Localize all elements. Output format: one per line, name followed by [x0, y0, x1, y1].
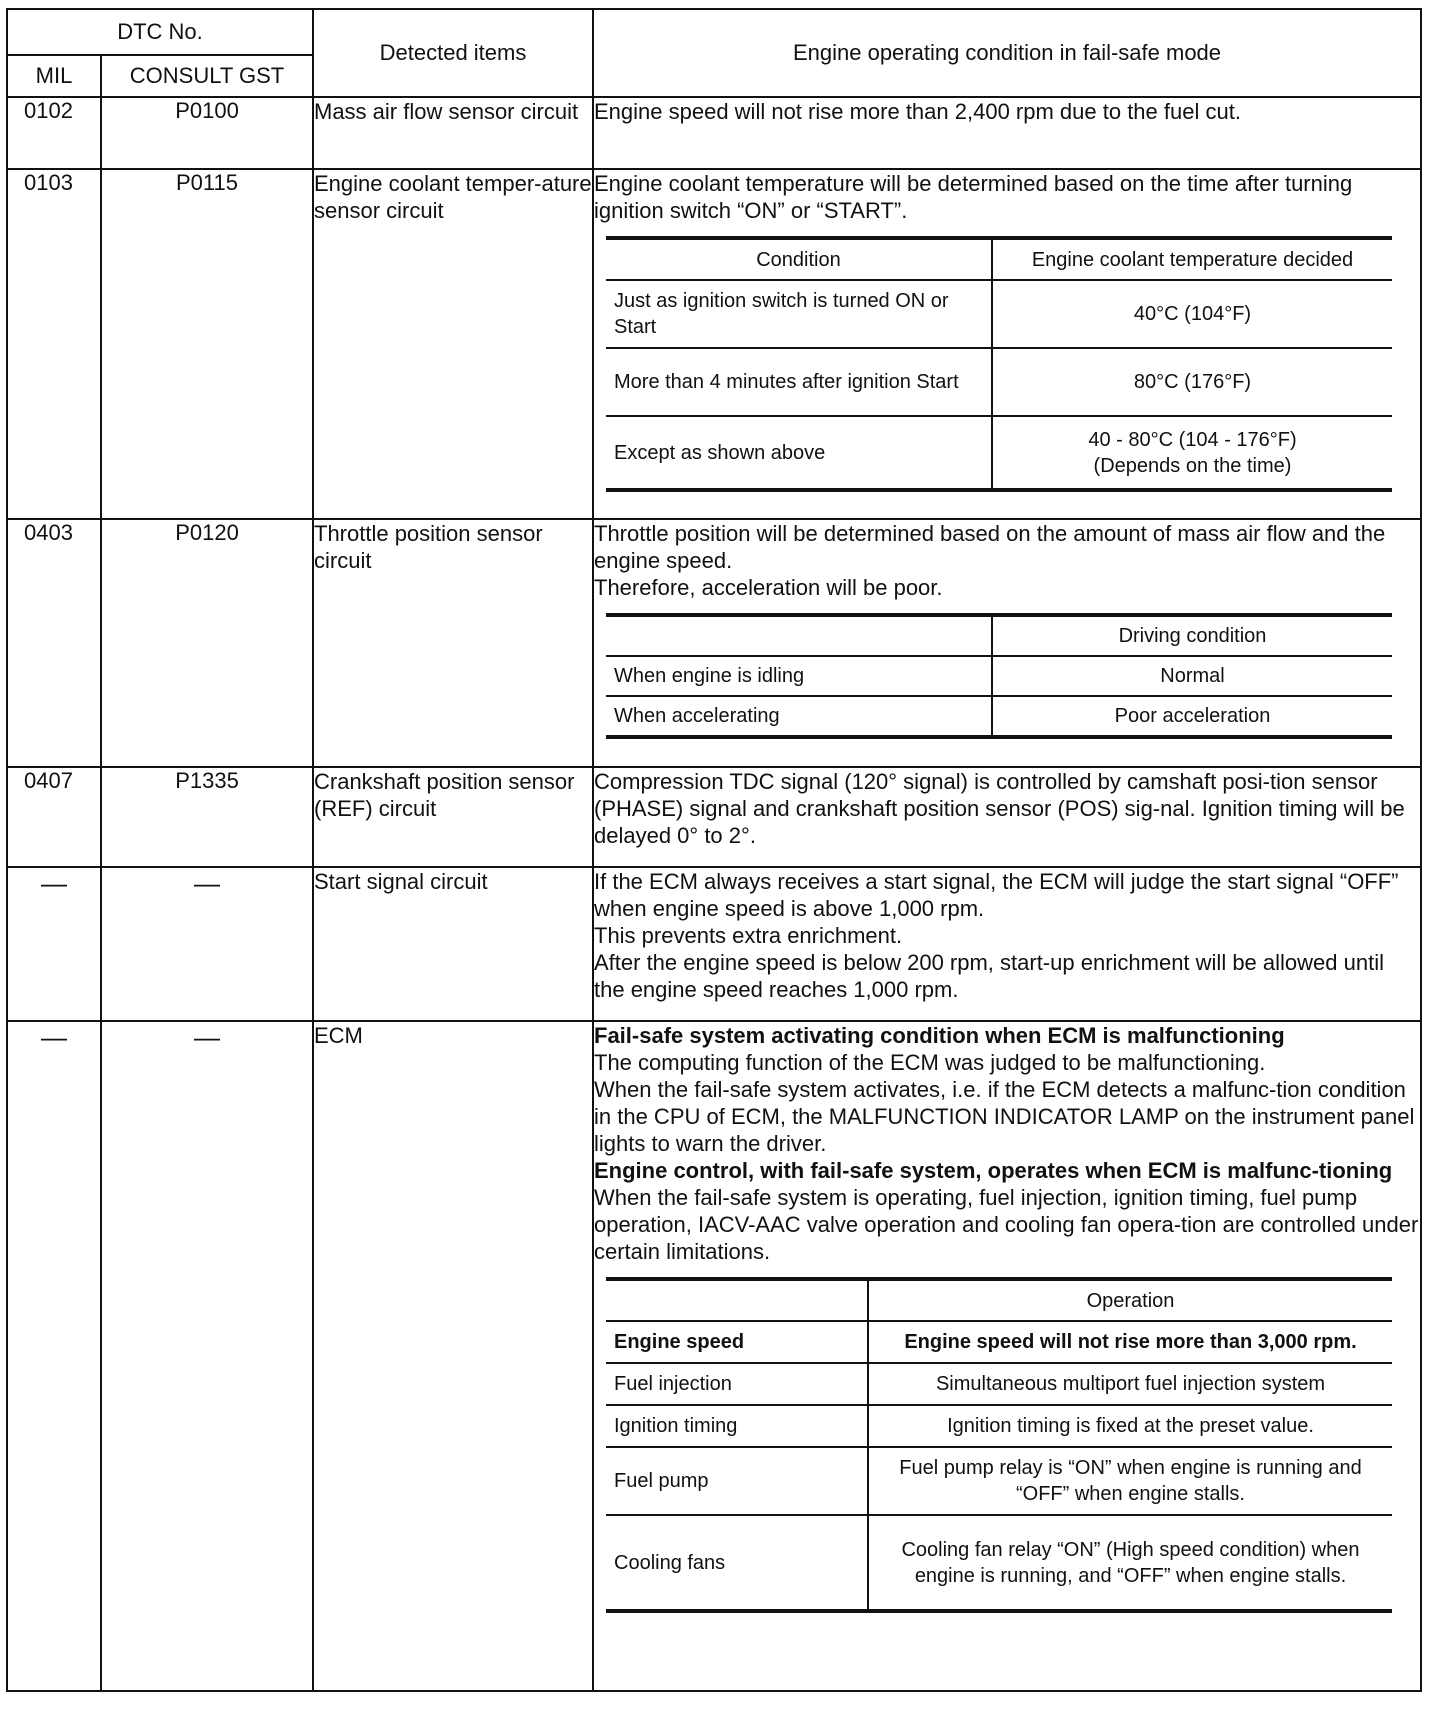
- sub-header-cell: Driving condition: [992, 615, 1392, 656]
- sub-cell-value: 40°C (104°F): [992, 280, 1392, 348]
- detected-item: Mass air flow sensor circuit: [313, 97, 593, 169]
- sub-cell-label: More than 4 minutes after ignition Start: [606, 348, 992, 416]
- sub-cell-label: Fuel pump: [606, 1447, 868, 1515]
- condition-text: Engine speed will not rise more than 2,400 rpm due to the fuel cut.: [593, 97, 1421, 169]
- sub-cell-label: Except as shown above: [606, 416, 992, 490]
- condition-text: When the fail-safe system activates, i.e. if the ECM detects a malfunc-tion condition in the CPU of ECM, the MALFUNCTION INDICATOR LAMP on the instrument panel lights to warn the driver.: [594, 1077, 1415, 1156]
- driving-condition-table: [606, 613, 1392, 739]
- header-detected-items: Detected items: [313, 9, 593, 97]
- sub-cell-value: Fuel pump relay is “ON” when engine is running and “OFF” when engine stalls.: [868, 1447, 1392, 1515]
- condition-cell: [593, 867, 1421, 1021]
- sub-cell-label: Ignition timing: [606, 1405, 868, 1447]
- mil-code: 0407: [7, 767, 101, 867]
- header-mil: MIL: [7, 55, 101, 97]
- sub-cell-value: Engine speed will not rise more than 3,000 rpm.: [868, 1321, 1392, 1363]
- detected-item: Start signal circuit: [313, 867, 593, 1021]
- condition-text: Therefore, acceleration will be poor.: [594, 575, 943, 600]
- sub-cell-label: Cooling fans: [606, 1515, 868, 1611]
- condition-cell: [593, 519, 1421, 767]
- fail-safe-table: [6, 8, 1422, 1692]
- sub-header-cell: Engine coolant temperature decided: [992, 238, 1392, 280]
- detected-item: ECM: [313, 1021, 593, 1691]
- sub-cell-value: Cooling fan relay “ON” (High speed condition) when engine is running, and “OFF” when engine stalls.: [868, 1515, 1392, 1611]
- mil-code: —: [7, 867, 101, 1021]
- gst-code: P0115: [101, 169, 313, 519]
- gst-code: P0120: [101, 519, 313, 767]
- section-heading: Fail-safe system activating condition when ECM is malfunctioning: [594, 1023, 1285, 1048]
- condition-text: Throttle position will be determined based on the amount of mass air flow and the engine speed.: [594, 521, 1386, 573]
- sub-cell-value: Poor acceleration: [992, 696, 1392, 737]
- sub-cell-label: Just as ignition switch is turned ON or Start: [606, 280, 992, 348]
- mil-code: —: [7, 1021, 101, 1691]
- section-heading: Engine control, with fail-safe system, operates when ECM is malfunc-tioning: [594, 1158, 1393, 1183]
- gst-code: —: [101, 1021, 313, 1691]
- table-row: [7, 97, 1421, 169]
- header-dtc-no: DTC No.: [7, 9, 313, 55]
- detected-item: Engine coolant temper-ature sensor circuit: [313, 169, 593, 519]
- ecm-operation-table: [606, 1277, 1392, 1613]
- sub-cell-value: 40 - 80°C (104 - 176°F) (Depends on the time): [992, 416, 1392, 490]
- table-row: [7, 519, 1421, 767]
- mil-code: 0403: [7, 519, 101, 767]
- header-consult-gst: CONSULT GST: [101, 55, 313, 97]
- sub-header-cell: Operation: [868, 1279, 1392, 1321]
- sub-cell-value: Ignition timing is fixed at the preset value.: [868, 1405, 1392, 1447]
- fail-safe-document: [6, 8, 1422, 1692]
- table-row: [7, 169, 1421, 519]
- detected-item: Crankshaft position sensor (REF) circuit: [313, 767, 593, 867]
- condition-text: The computing function of the ECM was judged to be malfunctioning.: [594, 1050, 1266, 1075]
- sub-cell-value: Simultaneous multiport fuel injection system: [868, 1363, 1392, 1405]
- sub-cell-label: Engine speed: [606, 1321, 868, 1363]
- sub-header-cell: [606, 1279, 868, 1321]
- detected-item: Throttle position sensor circuit: [313, 519, 593, 767]
- gst-code: —: [101, 867, 313, 1021]
- condition-text: Engine coolant temperature will be determined based on the time after turning ignition switch “ON” or “START”.: [594, 171, 1353, 223]
- condition-cell: [593, 1021, 1421, 1691]
- table-row: [7, 767, 1421, 867]
- sub-cell-label: Fuel injection: [606, 1363, 868, 1405]
- sub-header-cell: [606, 615, 992, 656]
- mil-code: 0103: [7, 169, 101, 519]
- condition-text: Compression TDC signal (120° signal) is controlled by camshaft posi-tion sensor (PHASE) signal and crankshaft position sensor (POS) sig-nal. Ignition timing will be delayed 0° to 2°.: [593, 767, 1421, 867]
- sub-cell-value: 80°C (176°F): [992, 348, 1392, 416]
- condition-text: If the ECM always receives a start signal, the ECM will judge the start signal “OFF” when engine speed is above 1,000 rpm.: [594, 869, 1399, 921]
- condition-text: When the fail-safe system is operating, fuel injection, ignition timing, fuel pump operation, IACV-AAC valve operation and cooling fan opera-tion are controlled under certain limitations.: [594, 1185, 1419, 1264]
- coolant-temperature-table: [606, 236, 1392, 492]
- table-row: [7, 1021, 1421, 1691]
- condition-cell: [593, 169, 1421, 519]
- header-engine-condition: Engine operating condition in fail-safe mode: [593, 9, 1421, 97]
- sub-header-cell: Condition: [606, 238, 992, 280]
- table-row: [7, 867, 1421, 1021]
- condition-text: After the engine speed is below 200 rpm, start-up enrichment will be allowed until the engine speed reaches 1,000 rpm.: [594, 950, 1384, 1002]
- sub-cell-label: When accelerating: [606, 696, 992, 737]
- sub-cell-label: When engine is idling: [606, 656, 992, 696]
- gst-code: P1335: [101, 767, 313, 867]
- condition-text: This prevents extra enrichment.: [594, 923, 903, 948]
- mil-code: 0102: [7, 97, 101, 169]
- gst-code: P0100: [101, 97, 313, 169]
- sub-cell-value: Normal: [992, 656, 1392, 696]
